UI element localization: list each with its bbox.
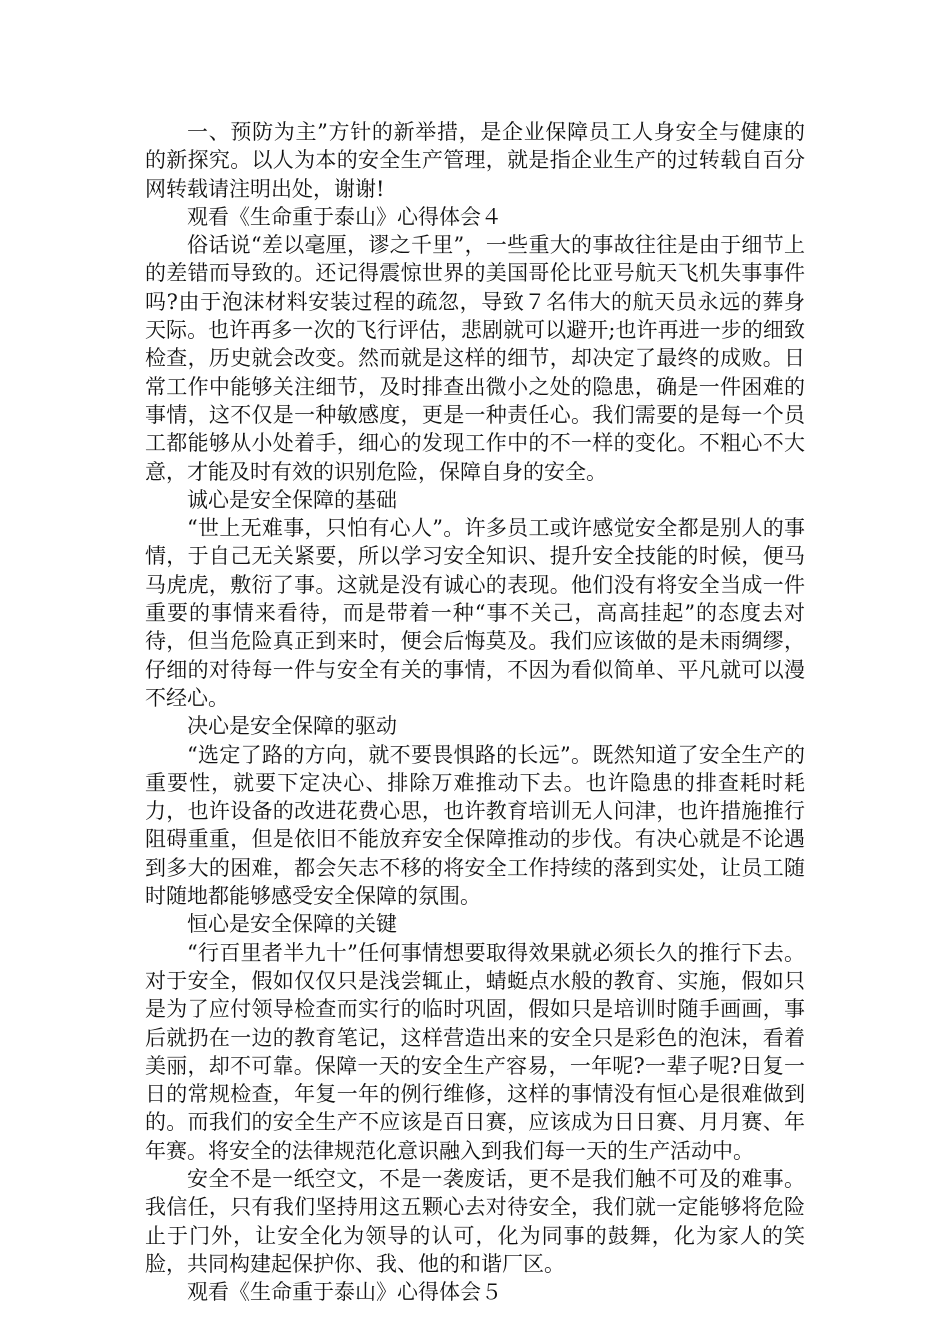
paragraph-sincerity: “世上无难事，只怕有心人”。许多员工或许感觉安全都是别人的事情，于自己无关紧要，所以学习安全知识、提升安全技能的时候，便马马虎虎，敷衍了事。这就是没有诚心的表现。他们没有将安全当成一件重要的事情来看待，而是带着一种“事不关己，高高挂起”的态度去对待，但当危险真正到来时，便会后悔莫及。我们应该做的是未雨绸缪，仔细的对待每一件与安全有关的事情，不因为看似简单、平凡就可以漫不经心。 (145, 516, 805, 710)
paragraph-intro: 一、预防为主”方针的新举措，是企业保障员工人身安全与健康的的新探究。以人为本的安全生产管理，就是指企业生产的过转载自百分网转载请注明出处，谢谢! (145, 120, 805, 201)
paragraph-determination: “选定了路的方向，就不要畏惧路的长远”。既然知道了安全生产的重要性，就要下定决心、排除万难推动下去。也许隐患的排查耗时耗力，也许设备的改进花费心思，也许教育培训无人问津，也许措施推行阻碍重重，但是依旧不能放弃安全保障推动的步伐。有决心就是不论遇到多大的困难，都会矢志不移的将安全工作持续的落到实处，让员工随时随地都能够感受安全保障的氛围。 (145, 742, 805, 909)
document-body (145, 118, 805, 1306)
section-heading-determination: 决心是安全保障的驱动 (187, 714, 397, 739)
section-heading-5: 观看《生命重于泰山》心得体会５ (187, 1280, 502, 1305)
paragraph-conclusion: 安全不是一纸空文，不是一袭废话，更不是我们触不可及的难事。我信任，只有我们坚持用这五颗心去对待安全，我们就一定能够将危险止于门外，让安全化为领导的认可，化为同事的鼓舞，化为家人的笑脸，共同构建起保护你、我、他的和谐厂区。 (145, 1166, 805, 1276)
paragraph-perseverance: “行百里者半九十”任何事情想要取得效果就必须长久的推行下去。对于安全，假如仅仅只是浅尝辄止，蜻蜓点水般的教育、实施，假如只是为了应付领导检查而实行的临时巩固，假如只是培训时随手画画，事后就扔在一边的教育笔记，这样营造出来的安全只是彩色的泡沫，看着美丽，却不可靠。保障一天的安全生产容易，一年呢?一辈子呢?日复一日的常规检查，年复一年的例行维修，这样的事情没有恒心是很难做到的。而我们的安全生产不应该是百日赛，应该成为日日赛、月月赛、年年赛。将安全的法律规范化意识融入到我们每一天的生产活动中。 (145, 940, 805, 1163)
paragraph-details: 俗话说“差以毫厘，谬之千里”，一些重大的事故往往是由于细节上的差错而导致的。还记得震惊世界的美国哥伦比亚号航天飞机失事事件吗?由于泡沫材料安装过程的疏忽，导致７名伟大的航天员永远的葬身天际。也许再多一次的飞行评估，悲剧就可以避开;也许再进一步的细致检查，历史就会改变。然而就是这样的细节，却决定了最终的成败。日常工作中能够关注细节，及时排查出微小之处的隐患，确是一件困难的事情，这不仅是一种敏感度，更是一种责任心。我们需要的是每一个员工都能够从小处着手，细心的发现工作中的不一样的变化。不粗心不大意，才能及时有效的识别危险，保障自身的安全。 (145, 233, 805, 484)
section-heading-4: 观看《生命重于泰山》心得体会４ (187, 204, 502, 229)
section-heading-perseverance: 恒心是安全保障的关键 (187, 912, 397, 937)
section-heading-sincerity: 诚心是安全保障的基础 (187, 487, 397, 512)
